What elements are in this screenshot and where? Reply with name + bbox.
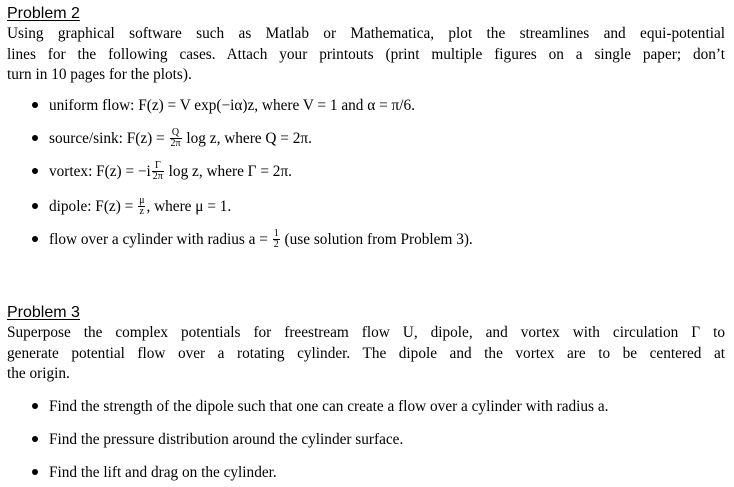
problem-3-intro-line-1: Superpose the complex potentials for freestream flow U, dipole, and vortex with circulation Γ to: [7, 324, 725, 341]
list-item-cylinder-flow: [32, 229, 473, 251]
problem-2-intro-line-2: lines for the following cases. Attach your printouts (print multiple figures on a single paper; don’t: [7, 45, 725, 63]
vortex-text-before: vortex: F(z) = −i: [49, 163, 151, 180]
problem-3-intro-line-3: the origin.: [7, 365, 70, 382]
source-sink-text-before: source/sink: F(z) =: [49, 130, 169, 147]
list-item-dipole-strength: [32, 396, 608, 418]
bullet-icon: [32, 168, 38, 174]
list-item-text: Find the pressure distribution around the cylinder surface.: [49, 431, 404, 448]
bullet-icon: [32, 203, 38, 209]
dipole-fraction-numerator: μ: [139, 194, 145, 206]
source-sink-text-after: log z, where Q = 2π.: [182, 130, 312, 147]
dipole-fraction-denominator: z: [139, 205, 144, 217]
problem-2-intro-line-1: Using graphical software such as Matlab or Mathematica, plot the streamlines and equi-potential: [7, 25, 725, 42]
problem-3-intro-line-2: generate potential flow over a rotating cylinder. The dipole and the vortex are to be centered at: [7, 344, 725, 362]
cylinder-fraction-denominator: 2: [273, 238, 279, 250]
problem-2-title: Problem 2: [7, 5, 80, 22]
list-item-pressure-distribution: [32, 429, 403, 451]
bullet-icon: [32, 135, 38, 141]
source-fraction: [170, 128, 182, 149]
problem-3-intro: [7, 323, 725, 385]
source-fraction-numerator: Q: [170, 128, 182, 139]
bullet-icon: [32, 469, 38, 475]
list-item-dipole: [32, 196, 231, 218]
dipole-text-before: dipole: F(z) =: [49, 198, 138, 215]
list-item-source-sink: [32, 128, 312, 150]
cylinder-fraction-numerator: 1: [273, 227, 279, 239]
cylinder-fraction: [273, 229, 280, 250]
vortex-text-after: log z, where Γ = 2π.: [164, 163, 292, 180]
bullet-icon: [32, 102, 38, 108]
cylinder-text-before: flow over a cylinder with radius a =: [49, 231, 272, 248]
list-item-lift-drag: [32, 462, 277, 484]
vortex-fraction-denominator: 2π: [152, 170, 163, 182]
cylinder-text-after: (use solution from Problem 3).: [280, 231, 473, 248]
list-item-text: Find the strength of the dipole such that one can create a flow over a cylinder with radius a.: [49, 398, 609, 415]
vortex-fraction: [152, 161, 164, 182]
vortex-fraction-numerator: Γ: [152, 161, 164, 172]
list-item-vortex: [32, 161, 292, 183]
dipole-fraction: [138, 196, 145, 217]
list-item-uniform-flow: [32, 95, 415, 117]
source-fraction-denominator: 2π: [170, 137, 181, 149]
uniform-flow-text: uniform flow: F(z) = V exp(−iα)z, where V = 1 and α = π/6.: [49, 97, 415, 114]
bullet-icon: [32, 403, 38, 409]
problem-2-intro-line-3: turn in 10 pages for the plots).: [7, 66, 192, 83]
problem-2-intro: [7, 24, 725, 86]
dipole-text-after: , where μ = 1.: [146, 198, 232, 215]
problem-3-title: Problem 3: [7, 304, 80, 321]
list-item-text: Find the lift and drag on the cylinder.: [49, 464, 277, 481]
bullet-icon: [32, 436, 38, 442]
bullet-icon: [32, 236, 38, 242]
